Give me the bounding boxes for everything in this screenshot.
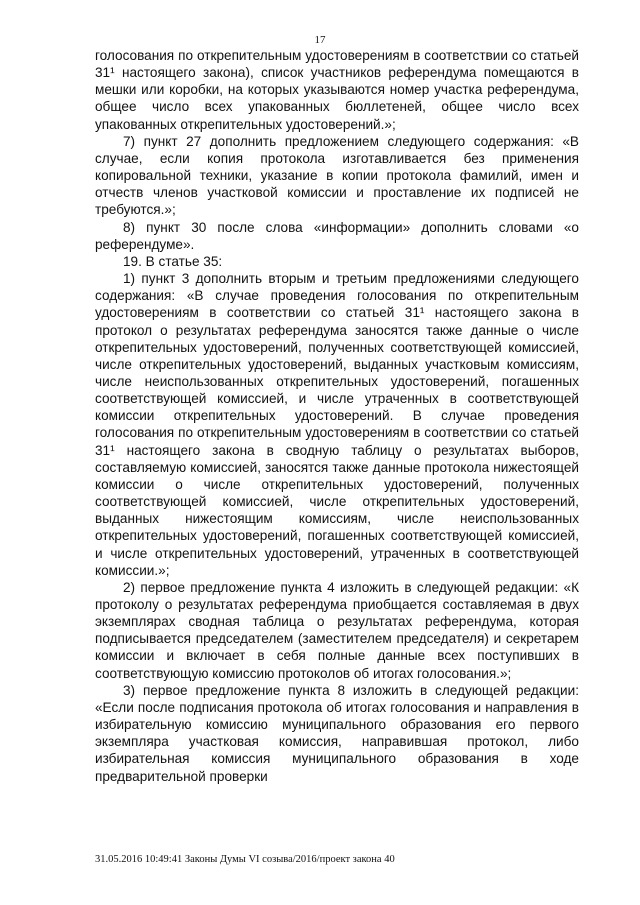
paragraph-article-heading: 19. В статье 35: [123, 253, 223, 269]
page-footer: 31.05.2016 10:49:41 Законы Думы VI созыва/2016/проект закона 40 [95, 854, 395, 865]
paragraph-item-7: 7) пункт 27 дополнить предложением следующего содержания: «В случае, если копия протокола изготавливается без применения копировальной техники, указание в копии протокола фамилий, имен и отчеств членов участковой комиссии и проставление их подписей не требуются.»; [95, 133, 579, 218]
paragraph-continuation: голосования по открепительным удостоверениям в соответствии со статьей 31¹ настоящего закона), список участников референдума помещаются в мешки или коробки, на которых указываются номер участка референдума, общее число всех упакованных бюллетеней, общее число всех упакованных открепительных удостоверений.»; [95, 48, 579, 132]
document-body [95, 47, 579, 785]
paragraph-item-2: 2) первое предложение пункта 4 изложить в следующей редакции: «К протоколу о результатах референдума приобщается составляемая в двух экземплярах сводная таблица о результатах референдума, которая подписывается председателем (заместителем председателя) и секретарем комиссии и включает в себя полные данные всех поступивших в соответствующую комиссию протоколов об итогах голосования.»; [95, 579, 579, 681]
paragraph-item-8: 8) пункт 30 после слова «информации» дополнить словами «о референдуме». [95, 219, 579, 252]
paragraph-item-3: 3) первое предложение пункта 8 изложить в следующей редакции: «Если после подписания протокола об итогах голосования и направления в избирательную комиссию муниципального образования его первого экземпляра участковая комиссия, направившая протокол, либо избирательная комиссия муниципального образования в ходе предварительной проверки [95, 682, 579, 784]
page-number: 17 [314, 34, 326, 46]
paragraph-item-1: 1) пункт 3 дополнить вторым и третьим предложениями следующего содержания: «В случае проведения голосования по открепительным удостоверениям в соответствии со статьей 31¹ настоящего закона в протокол о результатах референдума заносятся также данные о числе открепительных удостоверений, полученных соответствующей комиссией, числе открепительных удостоверений, выданных участковым комиссиям, числе неиспользованных открепительных удостоверений, погашенных соответствующей комиссией, и числе утраченных в соответствующей комиссии открепительных удостоверений. В случае проведения голосования по открепительным удостоверениям в соответствии со статьей 31¹ настоящего закона в сводную таблицу о результатах выборов, составляемую комиссией, заносятся также данные протокола нижестоящей комиссии о числе открепительных удостоверений, полученных соответствующей комиссией, числе открепительных удостоверений, выданных нижестоящим комиссиям, числе неиспользованных открепительных удостоверений, погашенных соответствующей комиссией, и числе открепительных удостоверений, утраченных в соответствующей комиссии.»; [95, 271, 579, 578]
